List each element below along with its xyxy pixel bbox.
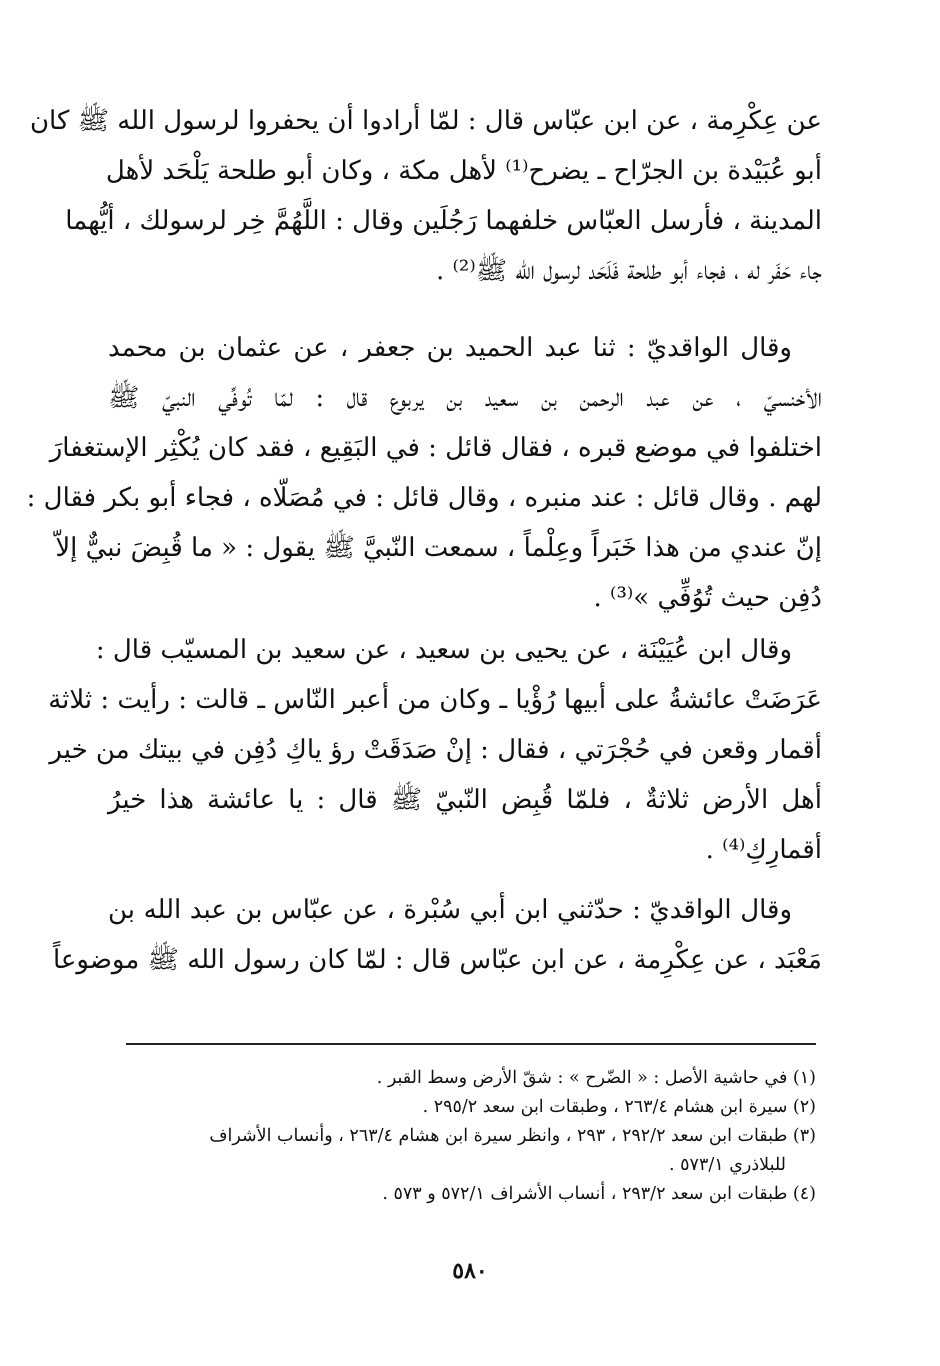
text-line: دُفِن حيث تُوُفِّي »⁽³⁾ . [593,583,822,613]
footnote-separator [126,1043,816,1045]
text-line: أقمارِكِ⁽⁴⁾ . [705,835,822,865]
text-line: إنّ عندي من هذا خَبَراً وعِلْماً ، سمعت النّبيَّ ﷺ يقول : « ما قُبِضَ نبيٌّ إلاّ [55,533,822,563]
text-line: الأخنسيّ ، عن عبد الرحمن بن سعيد بن يربوع قال : لمّا تُوفِّي النبيّ ﷺ [108,383,822,413]
paragraph-waqidi-ibn-abbas [52,885,822,985]
footnote-1: (١) في حاشية الأصل : « الضّرح » : شقّ الأرض وسط القبر . [376,1068,816,1088]
text-line: أبو عُبَيْدة بن الجرّاح ـ يضرح⁽¹⁾ لأهل مكة ، وكان أبو طلحة يَلْحَد لأهل [105,156,822,186]
text-line: جاء حَفَر له ، فجاء أبو طلحة فَلَحَد لرسول الله ﷺ⁽²⁾ . [435,256,822,286]
paragraph-burial-digging [29,96,822,296]
text-line: أهل الأرض ثلاثةٌ ، فلمّا قُبِض النّبيّ ﷺ قال : يا عائشة هذا خيرُ [108,785,822,815]
text-line: المدينة ، فأرسل العبّاس خلفهما رَجُلَين وقال : اللَّهُمَّ خِر لرسولك ، أيُّهما [65,206,822,236]
text-line: لهم . وقال قائل : عند منبره ، وقال قائل : في مُصَلّاه ، فجاء أبو بكر فقال : [26,483,822,513]
footnote-2: (٢) سيرة ابن هشام ٢٦٣/٤ ، وطبقات ابن سعد ٢٩٥/٢ . [422,1097,816,1117]
text-line: وقال الواقديّ : حدّثني ابن أبي سُبْرة ، عن عبّاس بن عبد الله بن [108,895,792,925]
footnote-3-continuation: للبلاذري ٥٧٣/١ . [669,1155,786,1175]
text-line: عن عِكْرِمة ، عن ابن عبّاس قال : لمّا أرادوا أن يحفروا لرسول الله ﷺ كان [29,106,822,136]
footnote-3: (٣) طبقات ابن سعد ٢٩٢/٢ ، ٢٩٣ ، وانظر سيرة ابن هشام ٢٦٣/٤ ، وأنساب الأشراف [209,1126,816,1146]
text-line: أقمار وقعن في حُجْرَتي ، فقال : إنْ صَدَقَتْ رؤ ياكِ دُفِن في بيتك من خير [49,735,822,765]
paragraph-burial-place [26,323,822,623]
text-line: عَرَضَتْ عائشةُ على أبيها رُؤْيا ـ وكان من أعبر النّاس ـ قالت : رأيت : ثلاثة [48,685,822,715]
footnote-4: (٤) طبقات ابن سعد ٢٩٣/٢ ، أنساب الأشراف ٥٧٢/١ و ٥٧٣ . [382,1184,816,1204]
text-line: اختلفوا في موضع قبره ، فقال قائل : في البَقِيع ، فقد كان يُكْثِر الإستغفارَ [49,433,822,463]
text-line: مَعْبَد ، عن عِكْرِمة ، عن ابن عبّاس قال : لمّا كان رسول الله ﷺ موضوعاً [52,945,822,975]
paragraph-aisha-dream [48,625,822,875]
page-number: ٥٨٠ [452,1258,488,1284]
text-line: وقال ابن عُيَيْنَة ، عن يحيى بن سعيد ، عن سعيد بن المسيّب قال : [95,635,792,665]
text-line: وقال الواقديّ : ثنا عبد الحميد بن جعفر ، عن عثمان بن محمد [108,333,792,363]
footnotes [124,1064,816,1209]
